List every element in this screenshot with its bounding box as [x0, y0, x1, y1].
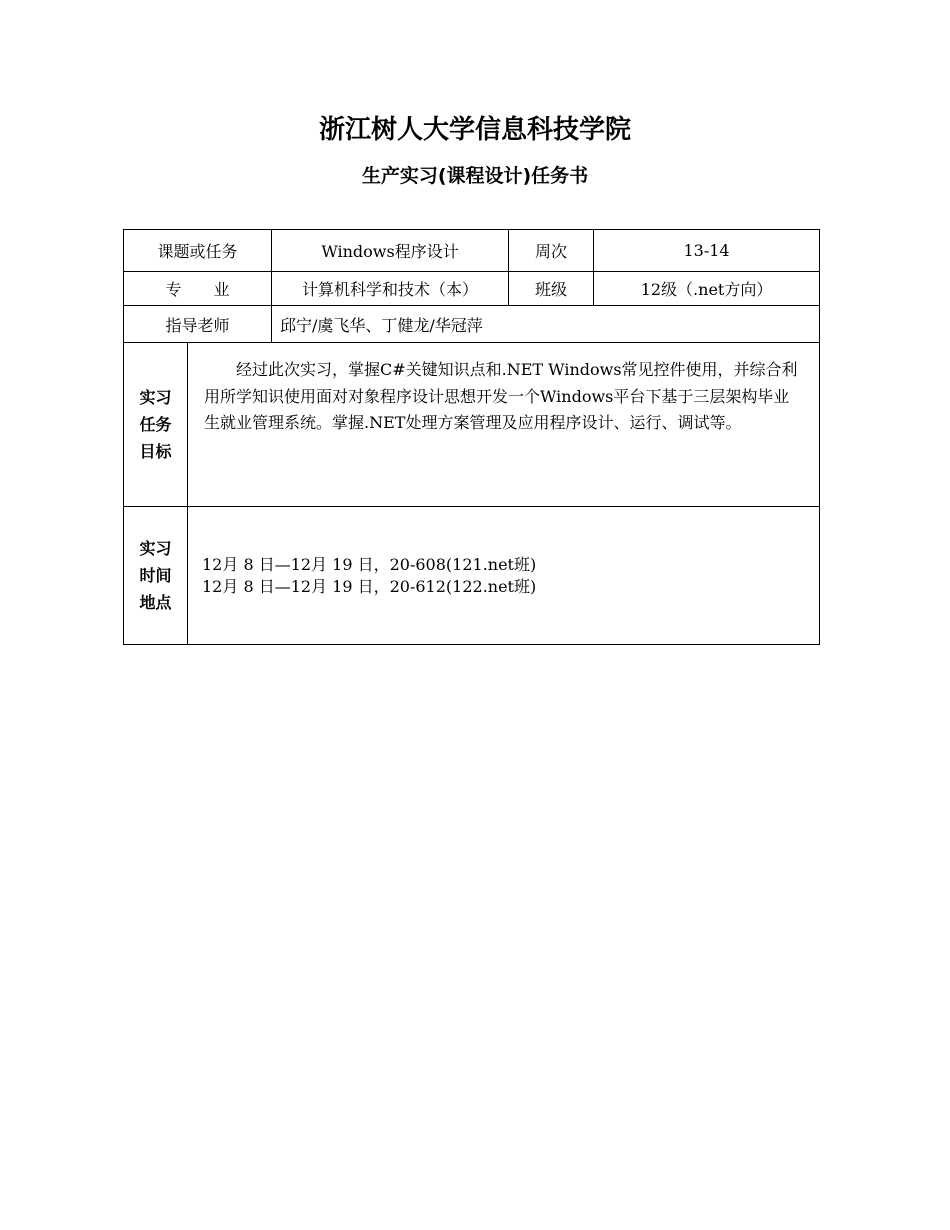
goal-text: 经过此次实习，掌握C#关键知识点和.NET Windows常见控件使用，并综合利用所学知识使用面对对象程序设计思想开发一个Windows平台下基于三层架构毕业生就业管理系统。掌握.NET处理方案管理及应用程序设计、运行、调试等。 [188, 343, 820, 507]
goal-label [124, 343, 188, 507]
time-label-line: 实习 [139, 539, 172, 558]
time-place-line: 12月 8 日—12月 19 日，20-612(122.net班) [202, 576, 537, 596]
teacher-value: 邱宁/虞飞华、丁健龙/华冠萍 [272, 306, 820, 343]
time-label-line: 地点 [139, 593, 172, 612]
time-place-line: 12月 8 日—12月 19 日，20-608(121.net班) [202, 554, 537, 574]
topic-value: Windows程序设计 [272, 230, 509, 272]
goal-label-line: 任务 [139, 415, 172, 434]
week-value: 13-14 [594, 230, 820, 272]
topic-label: 课题或任务 [124, 230, 272, 272]
time-label [124, 507, 188, 645]
week-label: 周次 [509, 230, 594, 272]
table-row [124, 507, 820, 645]
page-title: 浙江树人大学信息科技学院 [318, 115, 631, 145]
goal-label-line: 实习 [139, 388, 172, 407]
time-label-line: 时间 [139, 566, 172, 585]
major-value: 计算机科学和技术（本） [272, 272, 509, 306]
teacher-label: 指导老师 [124, 306, 272, 343]
table-row [124, 343, 820, 507]
table-row [124, 306, 820, 343]
task-table [123, 229, 820, 645]
class-label: 班级 [509, 272, 594, 306]
time-place-cell [188, 507, 820, 645]
page-subtitle: 生产实习(课程设计)任务书 [361, 165, 589, 187]
class-value: 12级（.net方向） [594, 272, 820, 306]
table-row [124, 272, 820, 306]
goal-label-line: 目标 [139, 442, 172, 461]
major-label: 专 业 [124, 272, 272, 306]
table-row [124, 230, 820, 272]
